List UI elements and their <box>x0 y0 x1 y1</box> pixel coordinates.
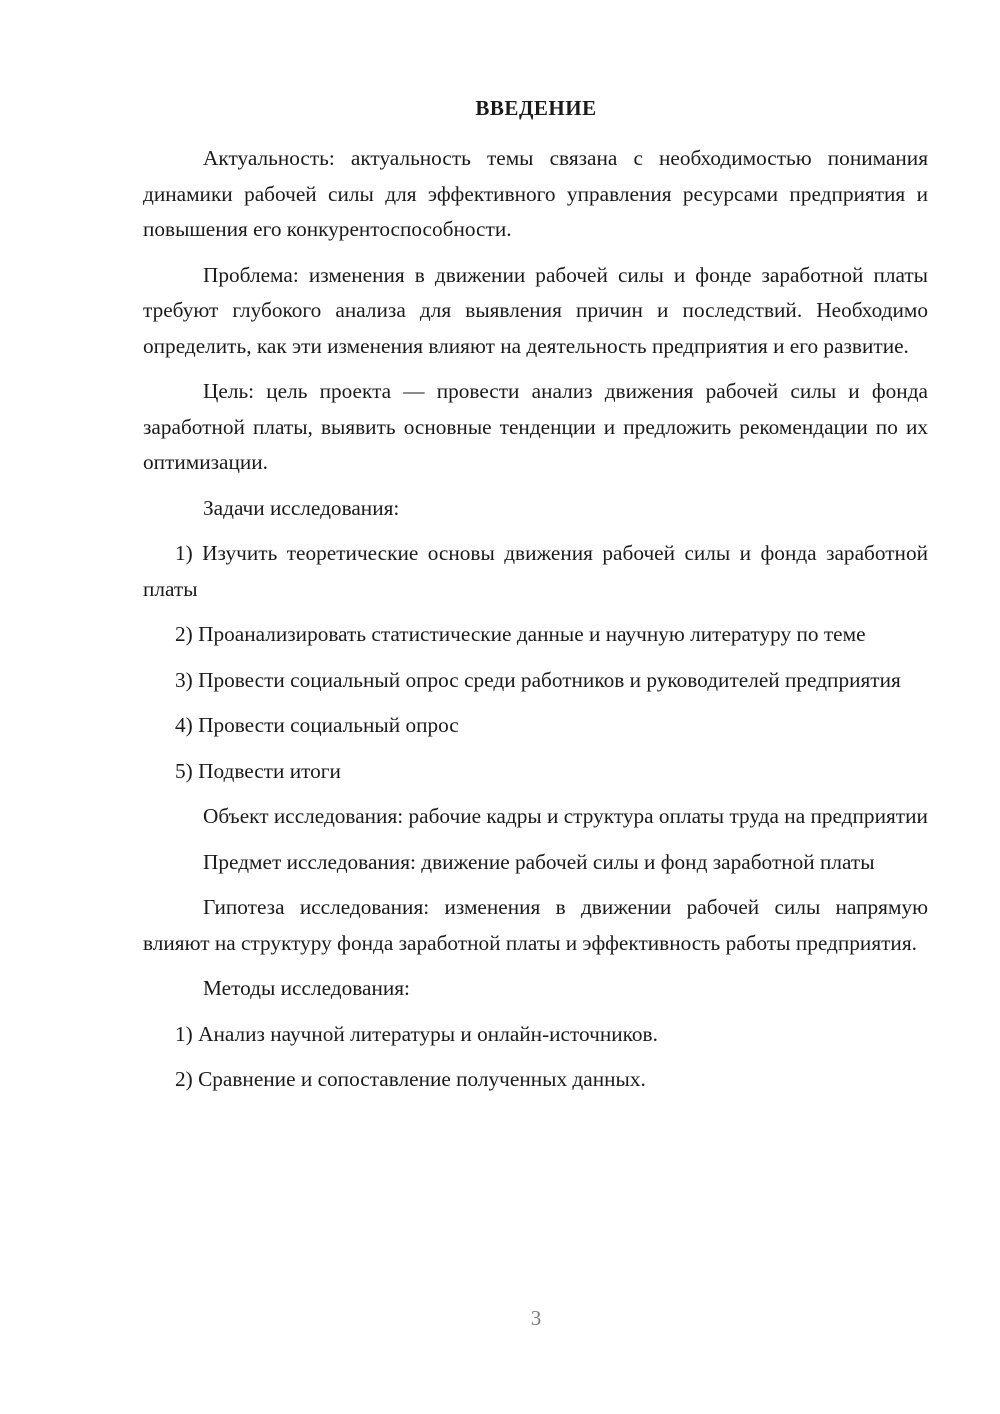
page-number: 3 <box>530 1306 542 1330</box>
paragraph-methods-heading: Методы исследования: <box>203 976 410 1000</box>
method-item-2: 2) Сравнение и сопоставление полученных данных. <box>175 1067 646 1091</box>
task-item-5: 5) Подвести итоги <box>175 758 341 783</box>
paragraph-relevance: Актуальность: актуальность темы связана с необходимостью понимания динамики рабочей силы для эффективного управления ресурсами предприятия и повышения его конкурентоспособности. <box>143 146 928 241</box>
task-item-1: 1) Изучить теоретические основы движения рабочей силы и фонда заработной платы <box>143 541 928 601</box>
paragraph-subject: Предмет исследования: движение рабочей силы и фонд заработной платы <box>203 849 875 874</box>
task-item-2: 2) Проанализировать статистические данные и научную литературу по теме <box>175 622 866 646</box>
paragraph-goal: Цель: цель проекта — провести анализ движения рабочей силы и фонда заработной платы, выявить основные тенденции и предложить рекомендации по их оптимизации. <box>143 379 928 474</box>
paragraph-hypothesis: Гипотеза исследования: изменения в движении рабочей силы напрямую влияют на структуру фонда заработной платы и эффективность работы предприятия. <box>143 895 928 955</box>
task-item-4: 4) Провести социальный опрос <box>175 713 459 737</box>
section-title: ВВЕДЕНИЕ <box>475 96 597 120</box>
paragraph-object: Объект исследования: рабочие кадры и структура оплаты труда на предприятии <box>203 804 928 828</box>
paragraph-problem: Проблема: изменения в движении рабочей силы и фонде заработной платы требуют глубокого анализа для выявления причин и последствий. Необходимо определить, как эти изменения влияют на деятельность предприятия и его развитие. <box>143 262 928 358</box>
method-item-1: 1) Анализ научной литературы и онлайн-источников. <box>175 1021 658 1046</box>
paragraph-tasks-heading: Задачи исследования: <box>203 495 400 520</box>
body-text <box>143 141 928 1098</box>
task-item-3: 3) Провести социальный опрос среди работников и руководителей предприятия <box>175 667 901 692</box>
